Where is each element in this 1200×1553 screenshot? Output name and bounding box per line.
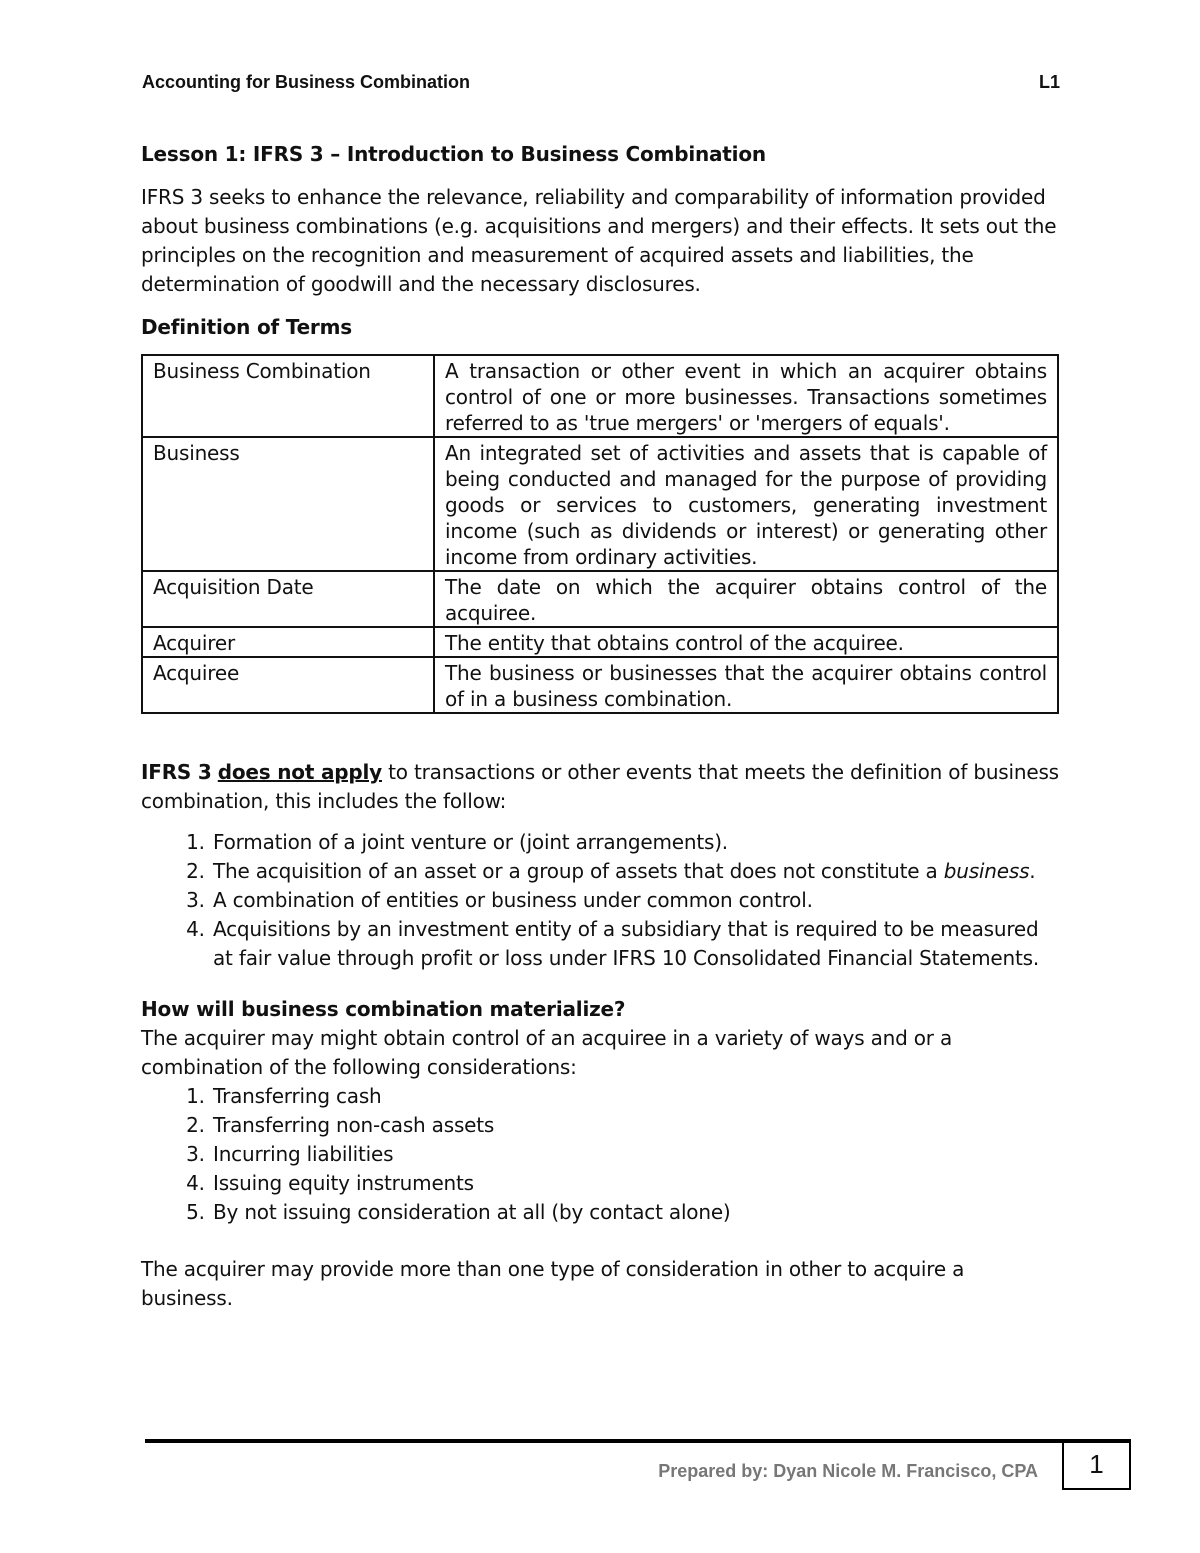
lesson-title: Lesson 1: IFRS 3 – Introduction to Business Combination <box>141 142 766 166</box>
definition-cell: A transaction or other event in which an acquirer obtains control of one or more businesses. Transactions sometimes referred to as 'true mergers' or 'mergers of equals'. <box>434 355 1058 437</box>
table-row <box>142 437 1058 571</box>
list-item: 1. Transferring cash <box>211 1082 1059 1111</box>
table-row <box>142 627 1058 657</box>
table-row <box>142 355 1058 437</box>
list-item: 1. Formation of a joint venture or (joint arrangements). <box>211 828 1059 857</box>
definition-cell: The date on which the acquirer obtains control of the acquiree. <box>434 571 1058 627</box>
list-item: 4. Issuing equity instruments <box>211 1169 1059 1198</box>
definitions-title: Definition of Terms <box>141 315 352 339</box>
list-item-end: . <box>1029 859 1036 883</box>
not-apply-underlined: does not apply <box>217 760 382 784</box>
list-item: 2. Transferring non-cash assets <box>211 1111 1059 1140</box>
page-number-box <box>1062 1441 1131 1490</box>
list-item: 4. Acquisitions by an investment entity of a subsidiary that is required to be measured at fair value through profit or loss under IFRS 10 Consolidated Financial Statements. <box>211 915 1059 973</box>
list-item-italic: business <box>943 859 1030 883</box>
not-apply-paragraph <box>141 758 1059 816</box>
not-apply-rest: to transactions or other events that meets the definition of business combination, this includes the follow: <box>141 760 1059 813</box>
list-item: 3. A combination of entities or business under common control. <box>211 886 1059 915</box>
page-number: 1 <box>1089 1449 1104 1479</box>
definition-cell: An integrated set of activities and assets that is capable of being conducted and managed for the purpose of providing goods or services to customers, generating investment income (such as dividends or interest) or generating other income from ordinary activities. <box>434 437 1058 571</box>
materialize-title: How will business combination materialize? <box>141 997 626 1021</box>
page-content <box>141 140 1059 1313</box>
page-header <box>142 72 1060 93</box>
prepared-by: Prepared by: Dyan Nicole M. Francisco, CPA <box>658 1461 1038 1481</box>
term-cell: Acquirer <box>142 627 434 657</box>
not-apply-lead-bold: IFRS 3 <box>141 760 212 784</box>
list-item: 3. Incurring liabilities <box>211 1140 1059 1169</box>
list-item: 5. By not issuing consideration at all (by contact alone) <box>211 1198 1059 1227</box>
not-apply-list <box>141 828 1059 973</box>
materialize-intro: The acquirer may might obtain control of an acquiree in a variety of ways and or a combination of the following considerations: <box>141 1026 953 1079</box>
closing-paragraph: The acquirer may provide more than one type of consideration in other to acquire a business. <box>141 1257 965 1310</box>
table-row <box>142 657 1058 713</box>
term-cell: Acquisition Date <box>142 571 434 627</box>
list-item-text: The acquisition of an asset or a group of assets that does not constitute a <box>213 859 938 883</box>
considerations-list <box>141 1082 1059 1227</box>
definition-cell: The entity that obtains control of the acquiree. <box>434 627 1058 657</box>
term-cell: Acquiree <box>142 657 434 713</box>
header-title: Accounting for Business Combination <box>142 72 471 92</box>
definitions-table <box>141 354 1059 714</box>
header-code: L1 <box>1038 72 1060 92</box>
intro-paragraph: IFRS 3 seeks to enhance the relevance, reliability and comparability of information provided about business combinations (e.g. acquisitions and mergers) and their effects. It sets out the principles on the recognition and measurement of acquired assets and liabilities, the determination of goodwill and the necessary disclosures. <box>141 185 1057 296</box>
term-cell: Business <box>142 437 434 571</box>
footer-divider <box>145 1439 1131 1443</box>
definition-cell: The business or businesses that the acquirer obtains control of in a business combination. <box>434 657 1058 713</box>
term-cell: Business Combination <box>142 355 434 437</box>
list-item <box>211 857 1059 886</box>
table-row <box>142 571 1058 627</box>
